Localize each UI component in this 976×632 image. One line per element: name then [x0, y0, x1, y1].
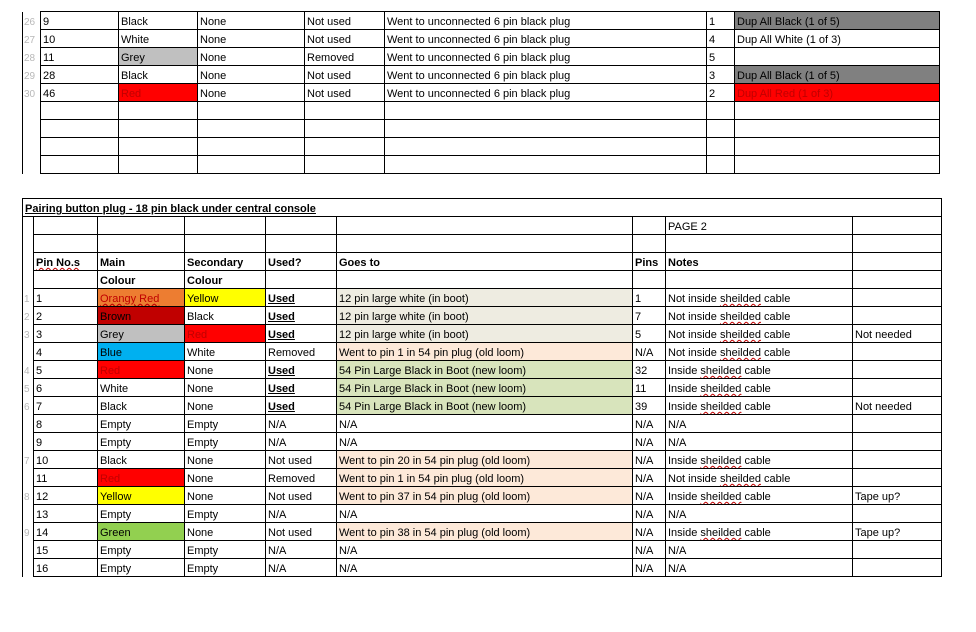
table-row	[23, 66, 942, 84]
notes-cell: Not inside sheilded cable	[666, 343, 853, 361]
goes-to-cell: 12 pin large white (in boot)	[337, 325, 633, 343]
extra-note-cell: Not needed	[853, 397, 942, 415]
notes-cell: Inside sheilded cable	[666, 397, 853, 415]
table-row	[23, 84, 942, 102]
table-row	[23, 289, 942, 307]
page-label: PAGE 2	[666, 217, 853, 235]
notes-cell: Not inside sheilded cable	[666, 469, 853, 487]
row-number: 30	[23, 84, 41, 102]
main-colour-cell: Red	[98, 469, 185, 487]
main-colour-cell: Black	[98, 451, 185, 469]
row-number	[23, 433, 34, 451]
row-number	[23, 541, 34, 559]
pin-count-cell: 3	[707, 66, 735, 84]
secondary-cell: None	[198, 66, 305, 84]
used-cell: N/A	[266, 433, 337, 451]
main-colour-cell: Empty	[98, 433, 185, 451]
used-cell: Used	[266, 325, 337, 343]
row-number	[23, 343, 34, 361]
pins-cell: N/A	[633, 415, 666, 433]
pins-cell: N/A	[633, 451, 666, 469]
extra-note-cell	[853, 379, 942, 397]
secondary-colour-cell: Empty	[185, 541, 266, 559]
secondary-colour-cell: None	[185, 523, 266, 541]
secondary-colour-cell: None	[185, 361, 266, 379]
table-row	[23, 30, 942, 48]
row-number	[23, 415, 34, 433]
table-row	[23, 451, 942, 469]
row-number: 29	[23, 66, 41, 84]
pin-cell: 1	[34, 289, 98, 307]
pin-cell: 16	[34, 559, 98, 577]
pin-cell: 8	[34, 415, 98, 433]
pins-cell: 11	[633, 379, 666, 397]
main-colour-cell: Yellow	[98, 487, 185, 505]
main-colour-cell: Blue	[98, 343, 185, 361]
main-colour-cell: Grey	[98, 325, 185, 343]
pin-cell: 13	[34, 505, 98, 523]
secondary-cell: None	[198, 48, 305, 66]
colour-cell: Grey	[119, 48, 198, 66]
pins-cell: N/A	[633, 487, 666, 505]
pin-cell: 4	[34, 343, 98, 361]
main-colour-cell: Empty	[98, 559, 185, 577]
pin-count-cell: 5	[707, 48, 735, 66]
row-number	[23, 559, 34, 577]
secondary-colour-cell: Yellow	[185, 289, 266, 307]
goes-to-cell: Went to pin 1 in 54 pin plug (old loom)	[337, 343, 633, 361]
table-row	[23, 397, 942, 415]
secondary-colour-cell: None	[185, 397, 266, 415]
table-row	[23, 361, 942, 379]
pin-count-cell: 2	[707, 84, 735, 102]
notes-cell: Inside sheilded cable	[666, 523, 853, 541]
main-colour-cell: Empty	[98, 541, 185, 559]
pin-cell: 9	[34, 433, 98, 451]
row-number: 4	[23, 361, 34, 379]
header-main: Main	[98, 253, 185, 271]
table-row	[23, 469, 942, 487]
goes-to-cell: 54 Pin Large Black in Boot (new loom)	[337, 379, 633, 397]
pin-cell: 9	[41, 12, 119, 30]
extra-note-cell	[853, 415, 942, 433]
secondary-colour-cell: Empty	[185, 433, 266, 451]
table-row	[23, 48, 942, 66]
status-cell: Not used	[305, 84, 385, 102]
extra-note-cell	[853, 559, 942, 577]
header-notes: Notes	[666, 253, 853, 271]
colour-cell: Black	[119, 12, 198, 30]
used-cell: Not used	[266, 487, 337, 505]
row-number	[23, 469, 34, 487]
main-colour-cell: Empty	[98, 415, 185, 433]
goes-to-cell: N/A	[337, 559, 633, 577]
goes-to-cell: Went to unconnected 6 pin black plug	[385, 84, 707, 102]
goes-to-cell: N/A	[337, 505, 633, 523]
row-number: 5	[23, 379, 34, 397]
header-secondary: Secondary	[185, 253, 266, 271]
notes-cell: Inside sheilded cable	[666, 361, 853, 379]
note-cell: Dup All Black (1 of 5)	[735, 12, 940, 30]
pin-cell: 7	[34, 397, 98, 415]
header-pins: Pins	[633, 253, 666, 271]
row-number: 6	[23, 397, 34, 415]
extra-note-cell	[853, 307, 942, 325]
extra-note-cell	[853, 361, 942, 379]
goes-to-cell: N/A	[337, 415, 633, 433]
pin-cell: 10	[34, 451, 98, 469]
table-row	[23, 12, 942, 30]
note-cell: Dup All Black (1 of 5)	[735, 66, 940, 84]
goes-to-cell: Went to pin 1 in 54 pin plug (old loom)	[337, 469, 633, 487]
goes-to-cell: Went to unconnected 6 pin black plug	[385, 66, 707, 84]
colour-cell: White	[119, 30, 198, 48]
goes-to-cell: N/A	[337, 541, 633, 559]
extra-note-cell	[853, 433, 942, 451]
extra-note-cell	[853, 451, 942, 469]
pins-cell: 32	[633, 361, 666, 379]
row-number: 26	[23, 12, 41, 30]
secondary-colour-cell: Empty	[185, 559, 266, 577]
row-number: 27	[23, 30, 41, 48]
note-cell: Dup All White (1 of 3)	[735, 30, 940, 48]
table-row	[23, 523, 942, 541]
main-colour-cell: Green	[98, 523, 185, 541]
row-number: 1	[23, 289, 34, 307]
goes-to-cell: Went to pin 38 in 54 pin plug (old loom)	[337, 523, 633, 541]
goes-to-cell: N/A	[337, 433, 633, 451]
secondary-colour-cell: None	[185, 487, 266, 505]
pairing-plug-table	[22, 198, 942, 577]
goes-to-cell: 12 pin large white (in boot)	[337, 289, 633, 307]
used-cell: Used	[266, 397, 337, 415]
pin-cell: 28	[41, 66, 119, 84]
notes-cell: N/A	[666, 505, 853, 523]
row-number: 7	[23, 451, 34, 469]
pins-cell: N/A	[633, 541, 666, 559]
notes-cell: N/A	[666, 433, 853, 451]
pin-cell: 14	[34, 523, 98, 541]
note-cell	[735, 48, 940, 66]
secondary-colour-cell: Black	[185, 307, 266, 325]
upper-wiring-table	[22, 11, 942, 174]
extra-note-cell	[853, 469, 942, 487]
secondary-cell: None	[198, 30, 305, 48]
notes-cell: Inside sheilded cable	[666, 451, 853, 469]
row-number: 8	[23, 487, 34, 505]
pin-cell: 11	[34, 469, 98, 487]
extra-note-cell	[853, 343, 942, 361]
pin-cell: 12	[34, 487, 98, 505]
table-row	[23, 433, 942, 451]
main-colour-cell: White	[98, 379, 185, 397]
extra-note-cell	[853, 541, 942, 559]
row-number: 3	[23, 325, 34, 343]
goes-to-cell: Went to unconnected 6 pin black plug	[385, 30, 707, 48]
notes-cell: Inside sheilded cable	[666, 379, 853, 397]
used-cell: Not used	[266, 523, 337, 541]
used-cell: N/A	[266, 559, 337, 577]
pin-cell: 46	[41, 84, 119, 102]
used-cell: Removed	[266, 469, 337, 487]
note-cell: Dup All Red (1 of 3)	[735, 84, 940, 102]
table-row	[23, 559, 942, 577]
table-row	[23, 505, 942, 523]
pin-count-cell: 1	[707, 12, 735, 30]
status-cell: Not used	[305, 66, 385, 84]
goes-to-cell: Went to unconnected 6 pin black plug	[385, 48, 707, 66]
pin-count-cell: 4	[707, 30, 735, 48]
notes-cell: Not inside sheilded cable	[666, 289, 853, 307]
pins-cell: 5	[633, 325, 666, 343]
pin-cell: 3	[34, 325, 98, 343]
pins-cell: N/A	[633, 469, 666, 487]
used-cell: N/A	[266, 505, 337, 523]
pins-cell: N/A	[633, 505, 666, 523]
pin-cell: 5	[34, 361, 98, 379]
pin-cell: 15	[34, 541, 98, 559]
secondary-colour-cell: White	[185, 343, 266, 361]
used-cell: Used	[266, 361, 337, 379]
used-cell: N/A	[266, 541, 337, 559]
goes-to-cell: 54 Pin Large Black in Boot (new loom)	[337, 361, 633, 379]
pins-cell: N/A	[633, 523, 666, 541]
header-main-colour: Colour	[98, 271, 185, 289]
secondary-colour-cell: None	[185, 469, 266, 487]
table-row	[23, 415, 942, 433]
extra-note-cell: Tape up?	[853, 487, 942, 505]
notes-cell: N/A	[666, 415, 853, 433]
header-secondary-colour: Colour	[185, 271, 266, 289]
table-row	[23, 541, 942, 559]
notes-cell: N/A	[666, 541, 853, 559]
notes-cell: N/A	[666, 559, 853, 577]
pin-cell: 6	[34, 379, 98, 397]
secondary-colour-cell: None	[185, 379, 266, 397]
header-pin-nos: Pin No.s	[34, 253, 98, 271]
secondary-colour-cell: Empty	[185, 505, 266, 523]
goes-to-cell: 12 pin large white (in boot)	[337, 307, 633, 325]
notes-cell: Not inside sheilded cable	[666, 325, 853, 343]
secondary-cell: None	[198, 84, 305, 102]
secondary-cell: None	[198, 12, 305, 30]
table-title: Pairing button plug - 18 pin black under central console	[23, 199, 942, 217]
used-cell: Not used	[266, 451, 337, 469]
goes-to-cell: Went to unconnected 6 pin black plug	[385, 12, 707, 30]
pins-cell: 7	[633, 307, 666, 325]
used-cell: Used	[266, 379, 337, 397]
extra-note-cell: Tape up?	[853, 523, 942, 541]
header-used: Used?	[266, 253, 337, 271]
secondary-colour-cell: Empty	[185, 415, 266, 433]
status-cell: Not used	[305, 12, 385, 30]
notes-cell: Inside sheilded cable	[666, 487, 853, 505]
goes-to-cell: 54 Pin Large Black in Boot (new loom)	[337, 397, 633, 415]
pins-cell: N/A	[633, 433, 666, 451]
main-colour-cell: Red	[98, 361, 185, 379]
secondary-colour-cell: None	[185, 451, 266, 469]
row-number	[23, 505, 34, 523]
notes-cell: Not inside sheilded cable	[666, 307, 853, 325]
pins-cell: N/A	[633, 343, 666, 361]
used-cell: Removed	[266, 343, 337, 361]
table-row	[23, 325, 942, 343]
extra-note-cell	[853, 505, 942, 523]
header-goes-to: Goes to	[337, 253, 633, 271]
used-cell: Used	[266, 307, 337, 325]
main-colour-cell: Orangy Red	[98, 289, 185, 307]
table-row	[23, 487, 942, 505]
extra-note-cell: Not needed	[853, 325, 942, 343]
colour-cell: Black	[119, 66, 198, 84]
pins-cell: N/A	[633, 559, 666, 577]
table-row	[23, 343, 942, 361]
status-cell: Removed	[305, 48, 385, 66]
main-colour-cell: Brown	[98, 307, 185, 325]
row-number: 9	[23, 523, 34, 541]
status-cell: Not used	[305, 30, 385, 48]
extra-note-cell	[853, 289, 942, 307]
pin-cell: 11	[41, 48, 119, 66]
secondary-colour-cell: Red	[185, 325, 266, 343]
colour-cell: Red	[119, 84, 198, 102]
pins-cell: 39	[633, 397, 666, 415]
used-cell: N/A	[266, 415, 337, 433]
row-number: 28	[23, 48, 41, 66]
used-cell: Used	[266, 289, 337, 307]
pins-cell: 1	[633, 289, 666, 307]
main-colour-cell: Black	[98, 397, 185, 415]
goes-to-cell: Went to pin 37 in 54 pin plug (old loom)	[337, 487, 633, 505]
table-row	[23, 307, 942, 325]
row-number: 2	[23, 307, 34, 325]
main-colour-cell: Empty	[98, 505, 185, 523]
goes-to-cell: Went to pin 20 in 54 pin plug (old loom)	[337, 451, 633, 469]
pin-cell: 2	[34, 307, 98, 325]
table-row	[23, 379, 942, 397]
pin-cell: 10	[41, 30, 119, 48]
